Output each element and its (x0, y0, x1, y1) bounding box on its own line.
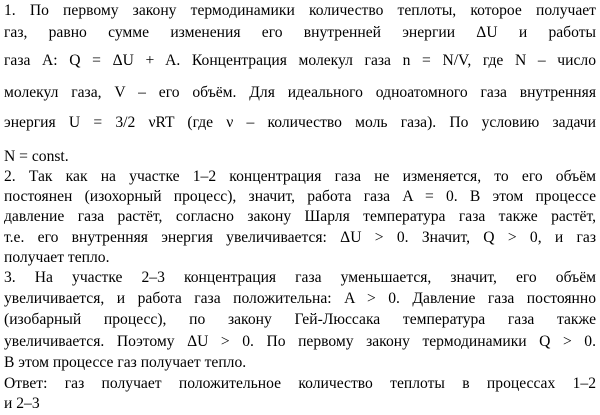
text-line: постоянен (изохорный процесс), значит, работа газа A = 0. В этом процессе (4, 188, 596, 205)
text-line: 1. По первому закону термодинамики количество теплоты, которое получает (4, 2, 596, 19)
text-line: молекул газа, V – его объём. Для идеального одноатомного газа внутренняя (4, 84, 596, 101)
text-line: получает тепло. (4, 249, 110, 266)
text-line: газ, равно сумме изменения его внутренней энергии ΔU и работы (4, 24, 596, 41)
text-line: увеличивается, и работа газа положительна: A > 0. Давление газа постоянно (4, 290, 596, 307)
text-line: Ответ: газ получает положительное количество теплоты в процессах 1–2 (4, 375, 596, 392)
text-line: энергия U = 3/2 νRT (где ν – количество моль газа). По условию задачи (4, 114, 596, 131)
text-line: (изобарный процесс), по закону Гей-Люссака температура газа также (4, 311, 596, 328)
text-line: газа A: Q = ΔU + A. Концентрация молекул газа n = N/V, где N – число (4, 52, 596, 69)
text-line: увеличивается. Поэтому ΔU > 0. По первому закону термодинамики Q > 0. (4, 333, 596, 350)
text-line: В этом процессе газ получает тепло. (4, 354, 247, 371)
text-line: т.е. его внутренняя энергия увеличивается: ΔU > 0. Значит, Q > 0, и газ (4, 229, 596, 246)
text-line: и 2–3 (4, 395, 40, 412)
text-line: 2. Так как на участке 1–2 концентрация газа не изменяется, то его объём (4, 168, 596, 185)
text-line: давление газа растёт, согласно закону Шарля температура газа также растёт, (4, 208, 596, 225)
text-line: N = const. (4, 148, 69, 165)
text-line: 3. На участке 2–3 концентрация газа уменьшается, значит, его объём (4, 269, 596, 286)
